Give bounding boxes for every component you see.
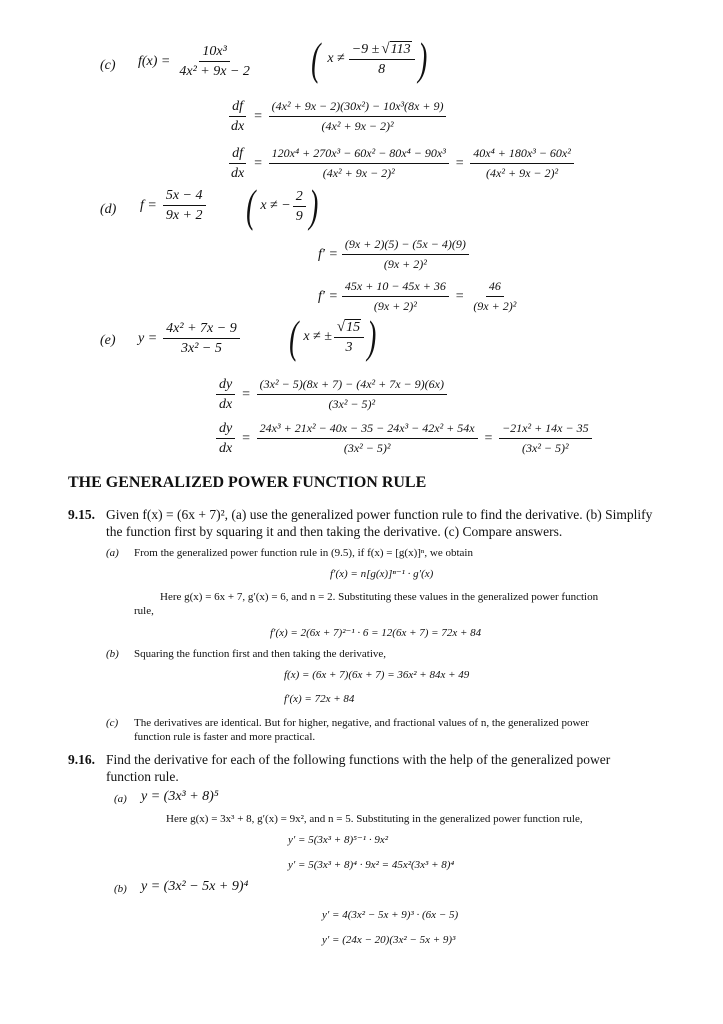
p915-a-label: (a)	[106, 547, 119, 559]
part-c-d2-num: 120x⁴ + 270x³ − 60x² − 80x⁴ − 90x³	[269, 145, 449, 164]
p916-a-function: y = (3x³ + 8)⁵	[141, 789, 219, 804]
p916-a-eq2: y′ = 5(3x³ + 8)⁴ · 9x² = 45x²(3x³ + 8)⁴	[288, 859, 455, 871]
p915-a-text: From the generalized power function rule in (9.5), if f(x) = [g(x)]ⁿ, we obtain	[134, 547, 473, 559]
part-e-cond-x: x ≠ ±	[303, 329, 332, 344]
part-d-d2-lhs: f′ =	[318, 288, 338, 304]
part-c-cond-fraction	[349, 41, 415, 78]
part-d-d2-num: 45x + 10 − 45x + 36	[342, 278, 449, 297]
part-c-deriv-line2: $\frac{df}{dx}$ = $\frac{\text{120x⁴ + 270x³ − 60x² − 80x⁴ − 90x³}}{\text{(4x² + 9x − 2)²}}$ = $\frac{\text{40x⁴ + 180x³ − 60x²}}{\text{(4x² + 9x − 2)²}}$	[228, 145, 574, 182]
p915-a-text2-line1: Here g(x) = 6x + 7, g′(x) = 6, and n = 2. Substituting these values in the generalized power function	[160, 591, 599, 603]
part-c-condition: ( x ≠ −9 ± √ 113 8 )	[311, 33, 427, 84]
part-e-dy-2: dy	[216, 420, 235, 439]
p915-b-eq2: f′(x) = 72x + 84	[284, 693, 355, 705]
p916-b-label: (b)	[114, 883, 127, 895]
part-d-d3-num: 46	[486, 278, 504, 297]
part-c-fn-den: 4x² + 9x − 2	[179, 64, 250, 79]
part-e-cond-radicand: 15	[346, 319, 361, 335]
part-e-condition: ( x ≠ ± √ 15 3 )	[289, 311, 377, 362]
p916-a-text: Here g(x) = 3x³ + 8, g′(x) = 9x², and n = 5. Substituting in the generalized power function rule,	[166, 813, 583, 825]
p915-a-text2-line2: rule,	[134, 605, 154, 617]
p916-a-label: (a)	[114, 793, 127, 805]
part-e-fn-num: 4x² + 7x − 9	[163, 320, 240, 339]
part-d-d1-num: (9x + 2)(5) − (5x − 4)(9)	[342, 236, 469, 255]
part-e-d1-den: (3x² − 5)²	[328, 397, 376, 411]
part-c-cond-sqrt: √ 113	[381, 41, 411, 57]
problem-9-16-text-line2: function rule.	[106, 769, 179, 784]
problem-9-16-number: 9.16.	[68, 752, 95, 767]
p915-c-text-line2: function rule is faster and more practical.	[134, 731, 316, 743]
part-e-label: (e)	[100, 333, 116, 348]
part-e-dx-2: dx	[219, 441, 233, 456]
part-c-d2-den: (4x² + 9x − 2)²	[322, 166, 395, 180]
part-d-d2-den: (9x + 2)²	[373, 299, 417, 313]
part-d-d1-lhs: f′ =	[318, 246, 338, 262]
p915-a-eq1: f′(x) = n[g(x)]ⁿ⁻¹ · g′(x)	[330, 568, 434, 580]
part-d-fn-den: 9x + 2	[165, 208, 203, 223]
section-heading: THE GENERALIZED POWER FUNCTION RULE	[68, 474, 427, 491]
part-c-cond-x: x ≠	[327, 51, 345, 66]
p915-c-label: (c)	[106, 717, 119, 729]
part-c-df: df	[229, 98, 246, 117]
part-c-df-2: df	[229, 145, 246, 164]
p915-b-eq1: f(x) = (6x + 7)(6x + 7) = 36x² + 84x + 49	[284, 669, 470, 681]
p915-c-text-line1: The derivatives are identical. But for higher, negative, and fractional values of n, the generalized power	[134, 717, 589, 729]
part-c-cond-radicand: 113	[390, 42, 411, 57]
p916-b-eq1: y′ = 4(3x² − 5x + 9)³ · (6x − 5)	[322, 909, 459, 921]
part-c-d3-den: (4x² + 9x − 2)²	[486, 166, 559, 180]
problem-9-15-number: 9.15.	[68, 507, 95, 522]
p916-b-eq2: y′ = (24x − 20)(3x² − 5x + 9)³	[322, 934, 456, 946]
part-e-d2-den: (3x² − 5)²	[343, 441, 391, 455]
part-d-cond-num: 2	[293, 188, 306, 207]
part-d-cond-x: x ≠ −	[260, 198, 291, 213]
part-d-label: (d)	[100, 202, 117, 217]
part-e-deriv-line1: $\frac{dy}{dx}$ = $\frac{\text{(3x² − 5)(8x + 7) − (4x² + 7x − 9)(6x)}}{\text{(3x² − 5)²}}$	[216, 376, 447, 413]
part-e-deriv-line2: $\frac{dy}{dx}$ = $\frac{\text{24x³ + 21x² − 40x − 35 − 24x³ − 42x² + 54x}}{\text{(3x² − 5)²}}$ = $\frac{\text{−21x² + 14x − 35}}{\text{(3x² − 5)²}}$	[216, 420, 592, 457]
part-e-d2-num: 24x³ + 21x² − 40x − 35 − 24x³ − 42x² + 54x	[257, 420, 478, 439]
part-e-d1-num: (3x² − 5)(8x + 7) − (4x² + 7x − 9)(6x)	[257, 376, 447, 395]
part-e-cond-den: 3	[345, 339, 353, 355]
part-d-fn-num: 5x − 4	[163, 187, 206, 206]
part-d-fn-lhs: f =	[140, 197, 157, 213]
part-c-dx-2: dx	[231, 166, 245, 181]
part-c-deriv-line1: $\frac{df}{dx}$ = $\frac{\text{(4x² + 9x − 2)(30x²) − 10x³(8x + 9)}}{\text{(4x² + 9x − 2)²}}$	[228, 98, 446, 135]
part-c-d1-num: (4x² + 9x − 2)(30x²) − 10x³(8x + 9)	[269, 98, 447, 117]
p916-b-function: y = (3x² − 5x + 9)⁴	[141, 879, 249, 894]
part-d-function	[140, 187, 206, 224]
part-d-deriv-line2: f′ = $\frac{45x + 10 - 45x + 36}{\text{(9x + 2)²}}$ = $\frac{46}{\text{(9x + 2)²}}$	[318, 278, 519, 315]
part-d-d3-den: (9x + 2)²	[473, 299, 517, 313]
part-e-dy: dy	[216, 376, 235, 395]
p915-b-text: Squaring the function first and then taking the derivative,	[134, 648, 387, 660]
part-c-cond-den: 8	[378, 61, 386, 77]
p916-a-eq1: y′ = 5(3x³ + 8)⁵⁻¹ · 9x²	[288, 834, 388, 846]
part-c-function	[138, 43, 253, 80]
problem-9-15-text-line2: the function first by squaring it and then taking the derivative. (c) Compare answers.	[106, 524, 563, 539]
part-e-function	[138, 320, 240, 357]
part-d-deriv-line1	[318, 236, 469, 273]
part-e-fn-lhs: y =	[138, 330, 158, 346]
part-d-d1-den: (9x + 2)²	[383, 257, 427, 271]
part-c-dx: dx	[231, 119, 245, 134]
part-e-dx: dx	[219, 397, 233, 412]
part-e-cond-sqrt: √ 15	[336, 318, 361, 335]
part-c-cond-num: −9 ±	[351, 41, 380, 57]
part-d-cond-den: 9	[295, 208, 303, 224]
p915-b-label: (b)	[106, 648, 119, 660]
part-d-condition: ( x ≠ − $\frac{2}{9}$ )	[246, 180, 318, 231]
part-c-d3-num: 40x⁴ + 180x³ − 60x²	[470, 145, 574, 164]
part-c-fn-fraction	[176, 43, 253, 80]
part-c-label: (c)	[100, 58, 116, 73]
part-c-fn-num: 10x³	[199, 43, 229, 62]
p915-a-eq2: f′(x) = 2(6x + 7)²⁻¹ · 6 = 12(6x + 7) = 72x + 84	[270, 627, 482, 639]
part-e-fn-den: 3x² − 5	[181, 341, 222, 356]
problem-9-15-text-line1: Given f(x) = (6x + 7)², (a) use the generalized power function rule to find the derivative. (b) Simplify	[106, 507, 653, 522]
part-c-fn-lhs: f(x) =	[138, 53, 171, 69]
part-e-d3-num: −21x² + 14x − 35	[499, 420, 592, 439]
part-c-d1-den: (4x² + 9x − 2)²	[321, 119, 394, 133]
problem-9-16-text-line1: Find the derivative for each of the following functions with the help of the generalized power	[106, 752, 611, 767]
part-e-d3-den: (3x² − 5)²	[522, 441, 569, 455]
